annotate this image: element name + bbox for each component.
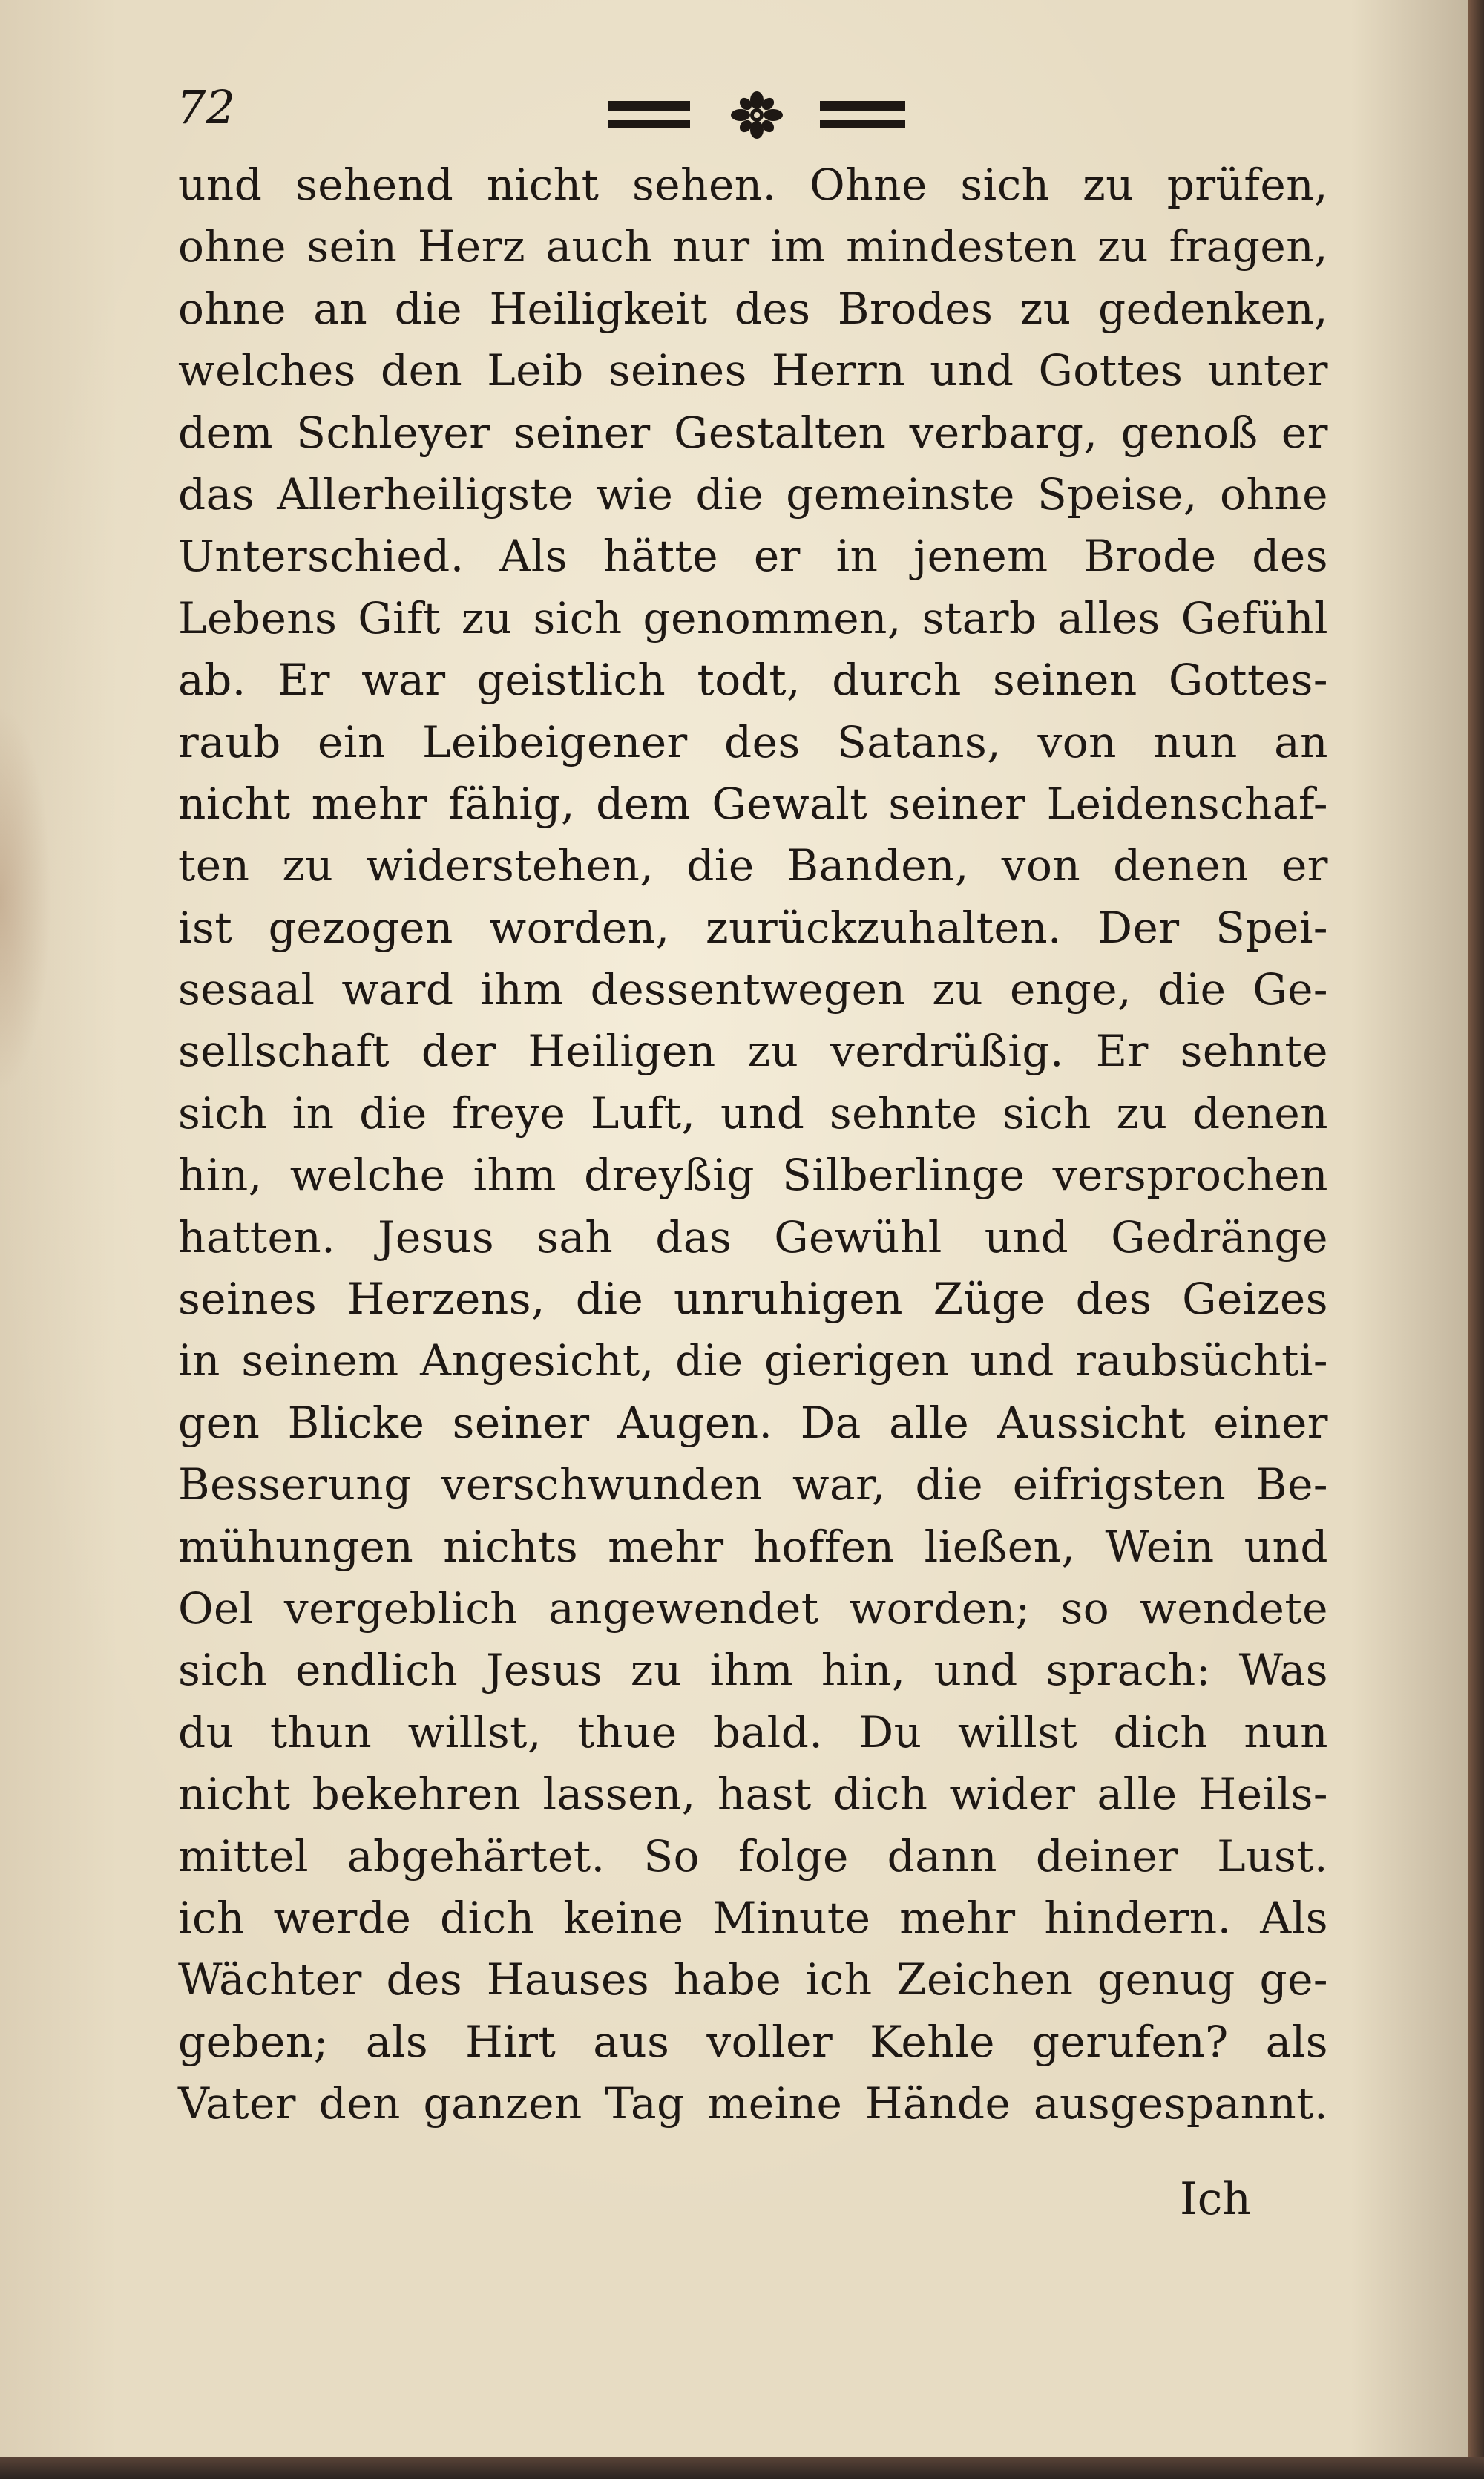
text-line: ich werde dich keine Minute mehr hindern. Als xyxy=(178,1892,1328,1943)
text-line: seines Herzens, die unruhigen Züge des Geizes xyxy=(178,1274,1328,1325)
text-line: hatten. Jesus sah das Gewühl und Gedränge xyxy=(178,1211,1328,1263)
text-line: in seinem Angesicht, die gierigen und raubsüchti- xyxy=(178,1335,1328,1386)
paper-stain xyxy=(0,705,52,1091)
text-line: ohne sein Herz auch nur im mindesten zu fragen, xyxy=(178,221,1328,272)
text-line: gen Blicke seiner Augen. Da alle Aussicht einer xyxy=(178,1397,1328,1448)
text-line: nicht bekehren lassen, hast dich wider alle Heils- xyxy=(178,1769,1328,1820)
text-line: mittel abgehärtet. So folge dann deiner Lust. xyxy=(178,1830,1328,1882)
text-line: ohne an die Heiligkeit des Brodes zu gedenken, xyxy=(178,283,1328,334)
text-line: mühungen nichts mehr hoffen ließen, Wein und xyxy=(178,1521,1328,1572)
catchword: Ich xyxy=(1180,2173,1251,2225)
text-line: Lebens Gift zu sich genommen, starb alles Gefühl xyxy=(178,592,1328,644)
text-line: dem Schleyer seiner Gestalten verbarg, genoß er xyxy=(178,407,1328,458)
text-line: nicht mehr fähig, dem Gewalt seiner Leidenschaf- xyxy=(178,778,1328,829)
text-line: sich in die freye Luft, und sehnte sich zu denen xyxy=(178,1087,1328,1139)
text-line: geben; als Hirt aus voller Kehle gerufen? als xyxy=(178,2016,1328,2067)
text-line: ten zu widerstehen, die Banden, von denen er xyxy=(178,840,1328,891)
text-line: ab. Er war geistlich todt, durch seinen Gottes- xyxy=(178,655,1328,706)
body-text xyxy=(178,154,1328,2135)
text-line: welches den Leib seines Herrn und Gottes unter xyxy=(178,345,1328,396)
text-line: Unterschied. Als hätte er in jenem Brode des xyxy=(178,531,1328,582)
text-line: Oel vergeblich angewendet worden; so wendete xyxy=(178,1582,1328,1634)
bottom-edge xyxy=(0,2457,1484,2479)
page-number: 72 xyxy=(177,80,235,134)
text-line: sesaal ward ihm dessentwegen zu enge, die Ge- xyxy=(178,964,1328,1015)
text-line: raub ein Leibeigener des Satans, von nun an xyxy=(178,716,1328,767)
text-line: Wächter des Hauses habe ich Zeichen genug ge- xyxy=(178,1954,1328,2005)
text-line: du thun willst, thue bald. Du willst dich nun xyxy=(178,1706,1328,1758)
text-line: Vater den ganzen Tag meine Hände ausgespannt. xyxy=(178,2078,1328,2129)
text-line: ist gezogen worden, zurückzuhalten. Der Spei- xyxy=(178,902,1328,953)
text-line: sellschaft der Heiligen zu verdrüßig. Er sehnte xyxy=(178,1026,1328,1077)
text-line: das Allerheiligste wie die gemeinste Speise, ohne xyxy=(178,468,1328,520)
text-line: Besserung verschwunden war, die eifrigsten Be- xyxy=(178,1459,1328,1510)
page-edge xyxy=(1468,0,1484,2479)
text-line: und sehend nicht sehen. Ohne sich zu prüfen, xyxy=(178,160,1328,210)
text-line: hin, welche ihm dreyßig Silberlinge versprochen xyxy=(178,1150,1328,1201)
ornament-rule-icon xyxy=(608,91,905,143)
text-line: sich endlich Jesus zu ihm hin, und sprach: Was xyxy=(178,1645,1328,1696)
